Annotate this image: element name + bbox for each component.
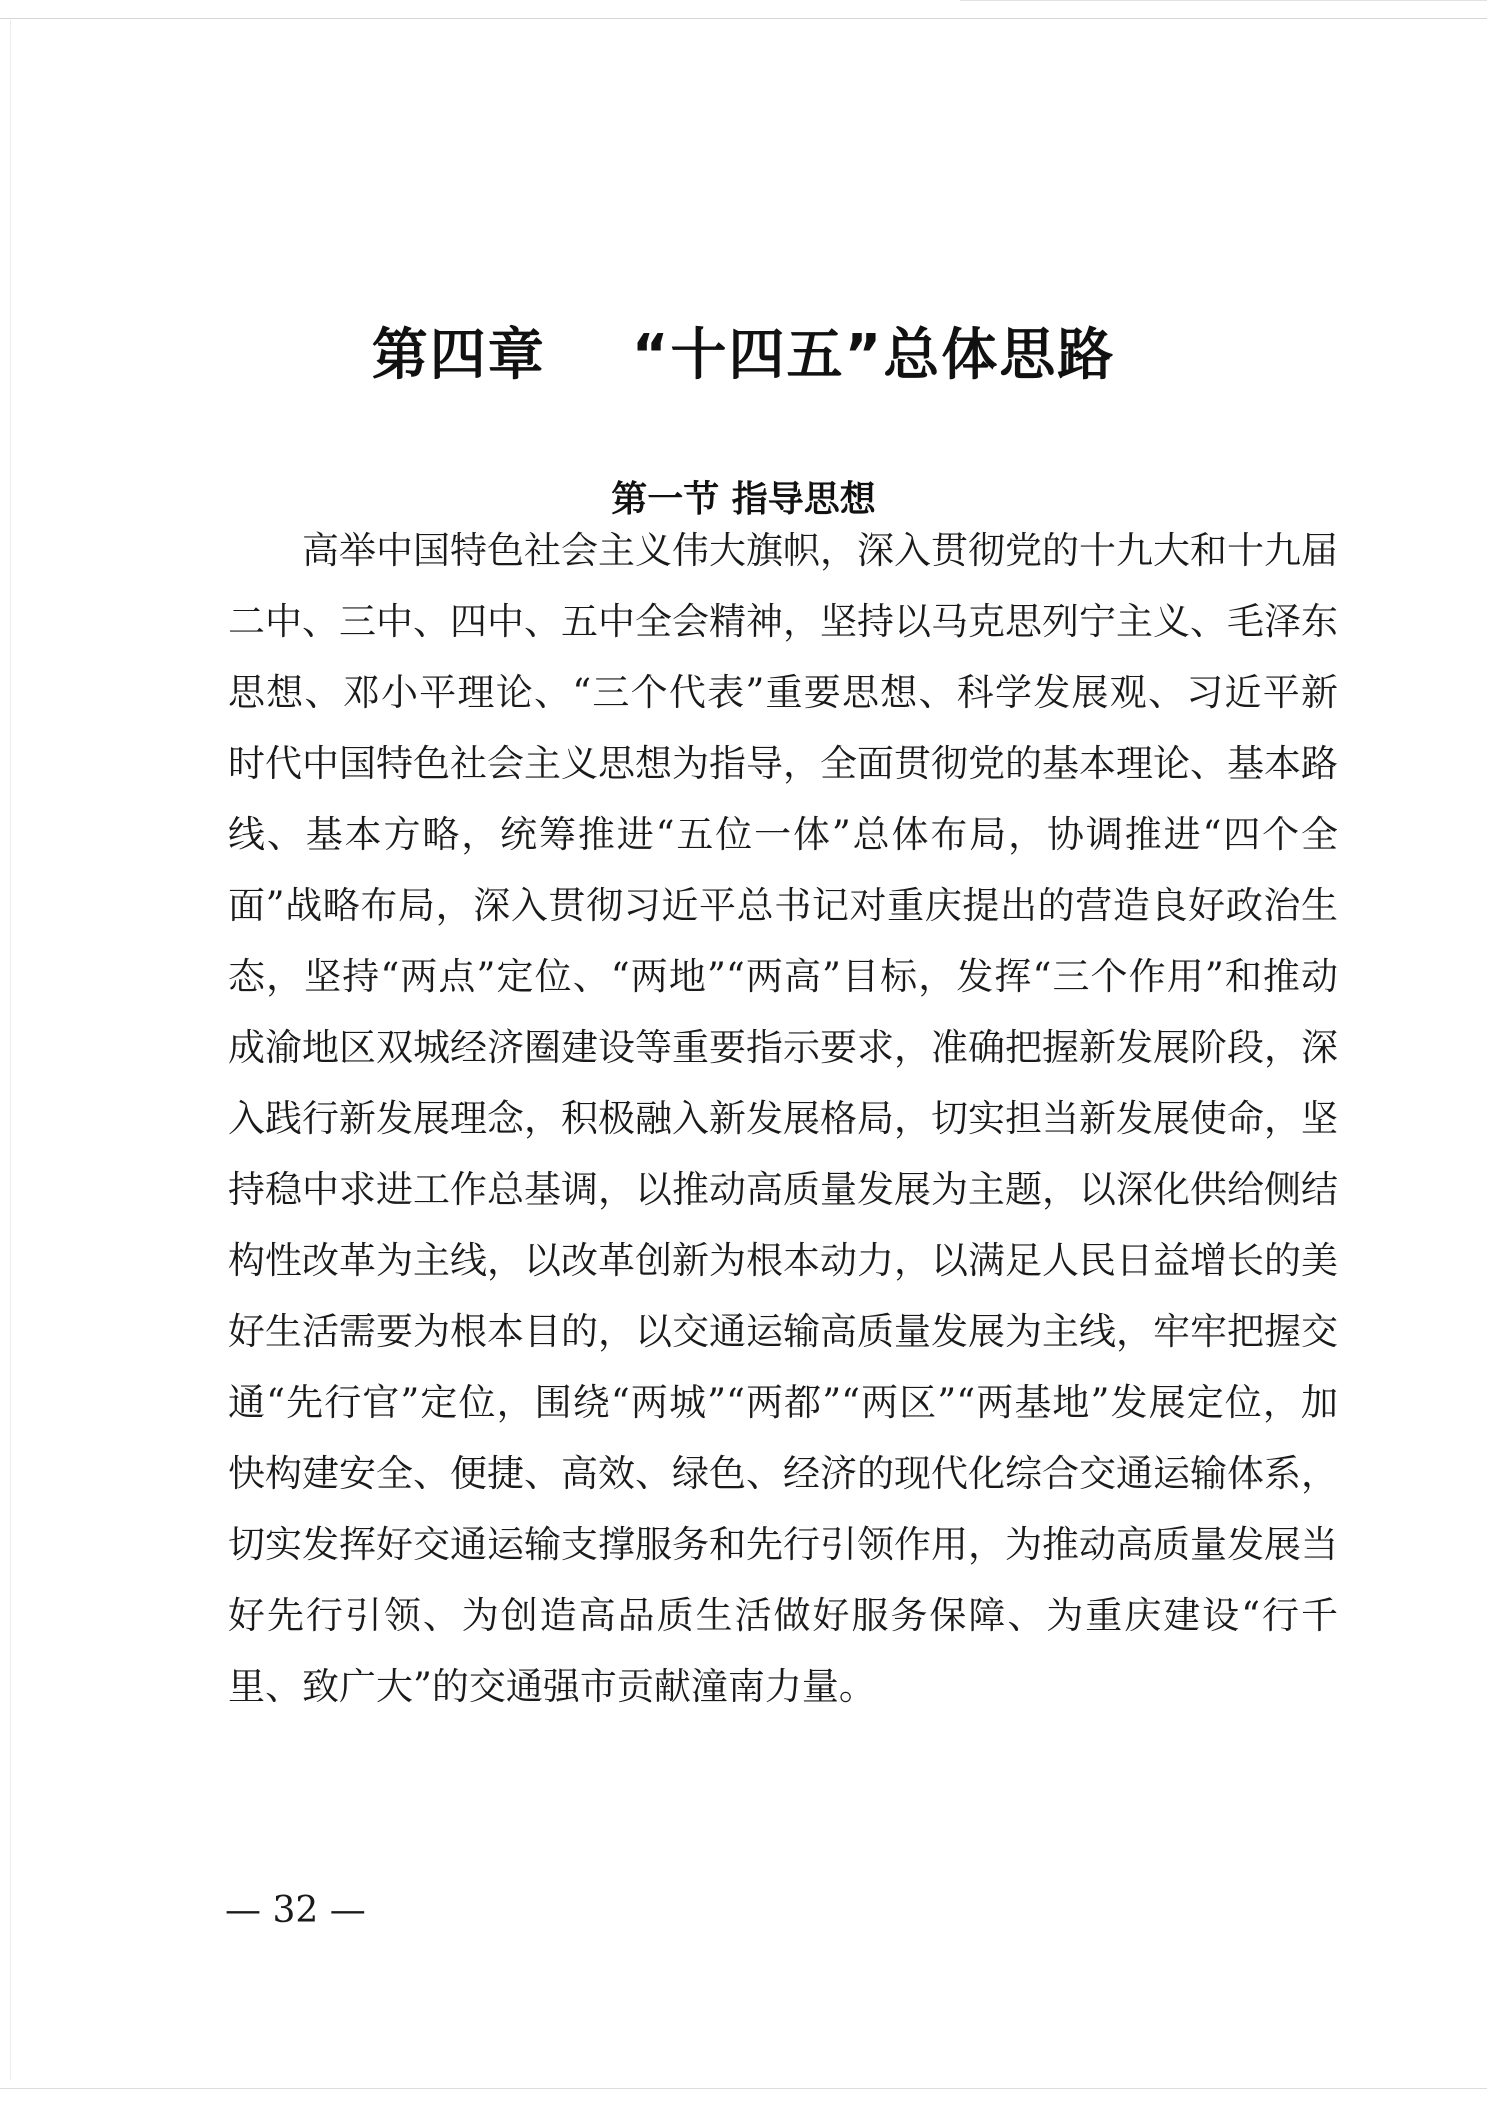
page-number: — 32 — bbox=[225, 1890, 366, 1931]
chapter-title: 第四章 “十四五”总体思路 bbox=[371, 322, 1116, 388]
body-paragraph: 高举中国特色社会主义伟大旗帜，深入贯彻党的十九大和十九届二中、三中、四中、五中全会精神，坚持以马克思列宁主义、毛泽东思想、邓小平理论、“三个代表”重要思想、科学发展观、习近平新时代中国特色社会主义思想为指导，全面贯彻党的基本理论、基本路线、基本方略，统筹推进“五位一体”总体布局，协调推进“四个全面”战略布局，深入贯彻习近平总书记对重庆提出的营造良好政治生态，坚持“两点”定位、“两地”“两高”目标，发挥“三个作用”和推动成渝地区双城经济圈建设等重要指示要求，准确把握新发展阶段，深入践行新发展理念，积极融入新发展格局，切实担当新发展使命，坚持稳中求进工作总基调，以推动高质量发展为主题，以深化供给侧结构性改革为主线，以改革创新为根本动力，以满足人民日益增长的美好生活需要为根本目的，以交通运输高质量发展为主线，牢牢把握交通“先行官”定位，围绕“两城”“两都”“两区”“两基地”发展定位，加快构建安全、便捷、高效、绿色、经济的现代化综合交通运输体系，切实发挥好交通运输支撑服务和先行引领作用，为推动高质量发展当好先行引领、为创造高品质生活做好服务保障、为重庆建设“行千里、致广大”的交通强市贡献潼南力量。 bbox=[228, 529, 1338, 1708]
section-title: 第一节 指导思想 bbox=[611, 478, 876, 520]
scan-artifact-bottom-line bbox=[0, 2088, 1487, 2089]
scan-artifact-top-mark bbox=[960, 0, 1487, 1]
scan-artifact-top-line bbox=[0, 18, 1487, 19]
